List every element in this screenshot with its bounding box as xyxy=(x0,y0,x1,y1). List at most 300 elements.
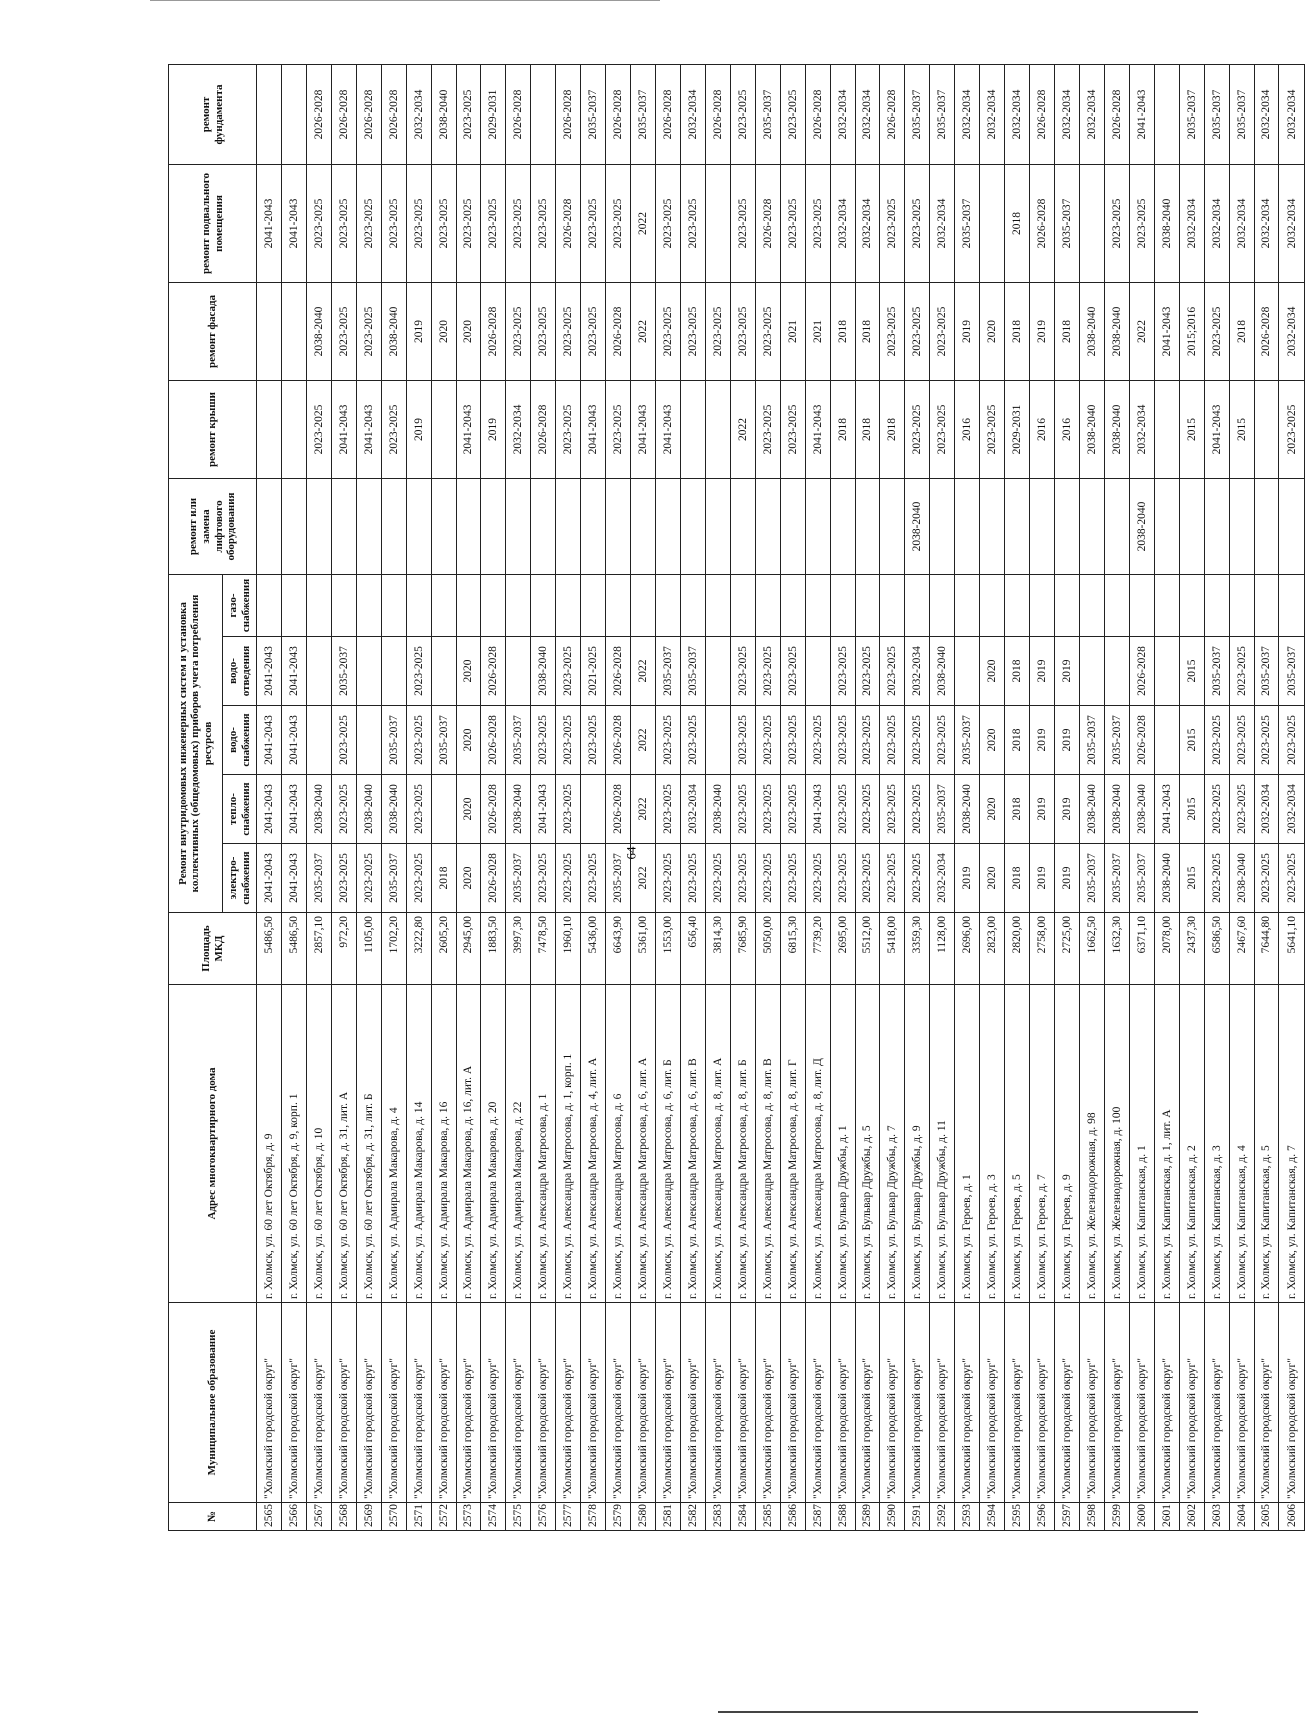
cell-water-supply: 2022 xyxy=(631,706,656,775)
cell-area: 6643,90 xyxy=(606,913,631,985)
cell-foundation: 2035-2037 xyxy=(631,64,656,164)
table-row xyxy=(930,64,955,1530)
cell-electro: 2023-2025 xyxy=(780,844,805,913)
cell-facade: 2023-2025 xyxy=(1204,282,1229,380)
cell-foundation: 2032-2034 xyxy=(955,64,980,164)
cell-address: г. Холмск, ул. Капитанская, д. 1 xyxy=(1129,985,1154,1303)
cell-heat: 2038-2040 xyxy=(1104,775,1129,844)
cell-facade: 2020 xyxy=(980,282,1005,380)
cell-water-drain xyxy=(955,637,980,706)
cell-basement: 2032-2034 xyxy=(1229,164,1254,282)
cell-address: г. Холмск, ул. Александра Матросова, д. 1, корп. 1 xyxy=(556,985,581,1303)
cell-number: 2574 xyxy=(481,1503,506,1531)
cell-gas xyxy=(406,574,431,636)
table-row xyxy=(381,64,406,1530)
cell-elevator xyxy=(1005,478,1030,574)
cell-heat: 2023-2025 xyxy=(556,775,581,844)
cell-water-supply: 2035-2037 xyxy=(1104,706,1129,775)
cell-water-supply: 2015 xyxy=(1179,706,1204,775)
cell-municipality: "Холмский городской округ" xyxy=(955,1303,980,1503)
cell-municipality: "Холмский городской округ" xyxy=(780,1303,805,1503)
cell-address: г. Холмск, ул. Капитанская, д. 4 xyxy=(1229,985,1254,1303)
cell-basement: 2038-2040 xyxy=(1154,164,1179,282)
cell-foundation: 2032-2034 xyxy=(680,64,705,164)
cell-gas xyxy=(556,574,581,636)
cell-elevator xyxy=(1204,478,1229,574)
cell-electro: 2023-2025 xyxy=(406,844,431,913)
cell-roof: 2041-2043 xyxy=(456,380,481,478)
cell-electro: 2018 xyxy=(1005,844,1030,913)
cell-elevator xyxy=(705,478,730,574)
cell-heat: 2038-2040 xyxy=(955,775,980,844)
cell-elevator xyxy=(730,478,755,574)
cell-foundation: 2032-2034 xyxy=(980,64,1005,164)
cell-elevator xyxy=(331,478,356,574)
cell-water-drain: 2020 xyxy=(980,637,1005,706)
cell-facade: 2023-2025 xyxy=(581,282,606,380)
cell-basement: 2023-2025 xyxy=(780,164,805,282)
cell-number: 2569 xyxy=(356,1503,381,1531)
cell-municipality: "Холмский городской округ" xyxy=(1104,1303,1129,1503)
header-roof: ремонт крыши xyxy=(169,380,257,478)
cell-address: г. Холмск, ул. Бульвар Дружбы, д. 11 xyxy=(930,985,955,1303)
cell-elevator xyxy=(306,478,331,574)
cell-water-drain: 2023-2025 xyxy=(855,637,880,706)
table-row xyxy=(955,64,980,1530)
cell-gas xyxy=(356,574,381,636)
cell-address: г. Холмск, ул. Героев, д. 7 xyxy=(1030,985,1055,1303)
cell-area: 2758,00 xyxy=(1030,913,1055,985)
cell-water-supply: 2035-2037 xyxy=(1079,706,1104,775)
cell-basement: 2032-2034 xyxy=(930,164,955,282)
cell-facade: 2019 xyxy=(1030,282,1055,380)
table-row xyxy=(980,64,1005,1530)
cell-basement: 2023-2025 xyxy=(431,164,456,282)
cell-basement: 2023-2025 xyxy=(805,164,830,282)
scan-top-edge xyxy=(150,0,660,1)
cell-number: 2576 xyxy=(531,1503,556,1531)
cell-area: 3359,30 xyxy=(905,913,930,985)
table-row xyxy=(1229,64,1254,1530)
cell-facade: 2015;2016 xyxy=(1179,282,1204,380)
cell-roof: 2032-2034 xyxy=(506,380,531,478)
cell-facade: 2018 xyxy=(830,282,855,380)
cell-elevator xyxy=(1154,478,1179,574)
cell-number: 2585 xyxy=(755,1503,780,1531)
cell-gas xyxy=(830,574,855,636)
cell-gas xyxy=(1129,574,1154,636)
cell-heat: 2032-2034 xyxy=(680,775,705,844)
cell-facade: 2026-2028 xyxy=(606,282,631,380)
cell-address: г. Холмск, ул. Александра Матросова, д. 6 xyxy=(606,985,631,1303)
cell-heat: 2038-2040 xyxy=(1079,775,1104,844)
cell-heat: 2026-2028 xyxy=(606,775,631,844)
cell-water-supply: 2023-2025 xyxy=(805,706,830,775)
cell-elevator xyxy=(755,478,780,574)
cell-facade: 2020 xyxy=(431,282,456,380)
cell-elevator xyxy=(456,478,481,574)
cell-heat: 2026-2028 xyxy=(481,775,506,844)
cell-area: 6586,50 xyxy=(1204,913,1229,985)
cell-basement xyxy=(980,164,1005,282)
cell-water-supply: 2019 xyxy=(1055,706,1080,775)
cell-elevator xyxy=(1104,478,1129,574)
cell-number: 2591 xyxy=(905,1503,930,1531)
cell-number: 2596 xyxy=(1030,1503,1055,1531)
cell-roof: 2041-2043 xyxy=(631,380,656,478)
cell-electro: 2019 xyxy=(1030,844,1055,913)
cell-heat: 2023-2025 xyxy=(656,775,681,844)
header-municipality: Муниципальное образование xyxy=(169,1303,257,1503)
cell-heat: 2041-2043 xyxy=(1154,775,1179,844)
cell-municipality: "Холмский городской округ" xyxy=(556,1303,581,1503)
cell-gas xyxy=(705,574,730,636)
cell-basement: 2032-2034 xyxy=(1279,164,1305,282)
cell-water-supply xyxy=(1154,706,1179,775)
cell-area: 1883,50 xyxy=(481,913,506,985)
cell-number: 2586 xyxy=(780,1503,805,1531)
cell-gas xyxy=(581,574,606,636)
cell-foundation: 2026-2028 xyxy=(306,64,331,164)
cell-water-drain: 2035-2037 xyxy=(1279,637,1305,706)
cell-number: 2593 xyxy=(955,1503,980,1531)
cell-water-drain xyxy=(805,637,830,706)
cell-water-drain: 2015 xyxy=(1179,637,1204,706)
cell-water-supply: 2041-2043 xyxy=(257,706,282,775)
table-row xyxy=(680,64,705,1530)
cell-water-supply: 2023-2025 xyxy=(1229,706,1254,775)
cell-area: 1632,30 xyxy=(1104,913,1129,985)
cell-gas xyxy=(381,574,406,636)
table-row xyxy=(1030,64,1055,1530)
cell-water-drain: 2038-2040 xyxy=(930,637,955,706)
cell-roof: 2023-2025 xyxy=(755,380,780,478)
cell-foundation: 2032-2034 xyxy=(1005,64,1030,164)
cell-basement: 2041-2043 xyxy=(257,164,282,282)
cell-roof xyxy=(281,380,306,478)
cell-water-drain: 2019 xyxy=(1030,637,1055,706)
cell-roof: 2018 xyxy=(830,380,855,478)
cell-elevator xyxy=(656,478,681,574)
cell-basement: 2035-2037 xyxy=(1055,164,1080,282)
cell-roof xyxy=(1254,380,1279,478)
cell-water-supply: 2023-2025 xyxy=(830,706,855,775)
cell-water-supply: 2023-2025 xyxy=(855,706,880,775)
cell-basement: 2023-2025 xyxy=(306,164,331,282)
cell-gas xyxy=(531,574,556,636)
cell-municipality: "Холмский городской округ" xyxy=(1229,1303,1254,1503)
cell-address: г. Холмск, ул. Александра Матросова, д. 4, лит. А xyxy=(581,985,606,1303)
cell-roof: 2041-2043 xyxy=(805,380,830,478)
cell-elevator xyxy=(1179,478,1204,574)
cell-address: г. Холмск, ул. Капитанская, д. 1, лит. А xyxy=(1154,985,1179,1303)
cell-number: 2571 xyxy=(406,1503,431,1531)
cell-roof: 2022 xyxy=(730,380,755,478)
cell-address: г. Холмск, ул. Александра Матросова, д. 8, лит. Д xyxy=(805,985,830,1303)
cell-number: 2604 xyxy=(1229,1503,1254,1531)
cell-facade: 2021 xyxy=(805,282,830,380)
cell-municipality: "Холмский городской округ" xyxy=(755,1303,780,1503)
cell-municipality: "Холмский городской округ" xyxy=(406,1303,431,1503)
cell-roof xyxy=(680,380,705,478)
cell-electro: 2023-2025 xyxy=(656,844,681,913)
table-row xyxy=(631,64,656,1530)
cell-area: 5486,50 xyxy=(257,913,282,985)
cell-water-supply: 2023-2025 xyxy=(406,706,431,775)
cell-address: г. Холмск, ул. Капитанская, д. 7 xyxy=(1279,985,1305,1303)
cell-water-supply: 2041-2043 xyxy=(281,706,306,775)
cell-elevator xyxy=(1030,478,1055,574)
cell-water-supply: 2023-2025 xyxy=(880,706,905,775)
cell-number: 2588 xyxy=(830,1503,855,1531)
cell-area: 5436,00 xyxy=(581,913,606,985)
cell-gas xyxy=(980,574,1005,636)
cell-foundation: 2026-2028 xyxy=(331,64,356,164)
cell-roof: 2019 xyxy=(481,380,506,478)
cell-heat: 2020 xyxy=(980,775,1005,844)
cell-roof xyxy=(257,380,282,478)
table-row xyxy=(1129,64,1154,1530)
cell-facade: 2018 xyxy=(1229,282,1254,380)
cell-roof xyxy=(431,380,456,478)
cell-water-supply: 2018 xyxy=(1005,706,1030,775)
cell-area: 3222,80 xyxy=(406,913,431,985)
cell-gas xyxy=(730,574,755,636)
cell-area: 1702,20 xyxy=(381,913,406,985)
cell-foundation: 2032-2034 xyxy=(1079,64,1104,164)
table-row xyxy=(705,64,730,1530)
cell-water-drain: 2026-2028 xyxy=(481,637,506,706)
cell-address: г. Холмск, ул. Героев, д. 9 xyxy=(1055,985,1080,1303)
cell-address: г. Холмск, ул. Александра Матросова, д. 8, лит. Б xyxy=(730,985,755,1303)
cell-basement: 2023-2025 xyxy=(406,164,431,282)
cell-roof: 2016 xyxy=(955,380,980,478)
table-row xyxy=(1204,64,1229,1530)
cell-roof: 2015 xyxy=(1179,380,1204,478)
cell-elevator xyxy=(431,478,456,574)
cell-gas xyxy=(1030,574,1055,636)
cell-foundation: 2026-2028 xyxy=(606,64,631,164)
cell-heat xyxy=(431,775,456,844)
cell-number: 2572 xyxy=(431,1503,456,1531)
cell-elevator xyxy=(581,478,606,574)
cell-gas xyxy=(257,574,282,636)
cell-electro: 2023-2025 xyxy=(1254,844,1279,913)
cell-electro: 2023-2025 xyxy=(1279,844,1305,913)
cell-area: 2437,30 xyxy=(1179,913,1204,985)
cell-area: 5486,50 xyxy=(281,913,306,985)
cell-address: г. Холмск, ул. Железнодорожная, д. 100 xyxy=(1104,985,1129,1303)
cell-gas xyxy=(1005,574,1030,636)
cell-address: г. Холмск, ул. Александра Матросова, д. 6, лит. А xyxy=(631,985,656,1303)
cell-water-drain: 2023-2025 xyxy=(556,637,581,706)
cell-water-supply: 2023-2025 xyxy=(531,706,556,775)
cell-area: 5050,00 xyxy=(755,913,780,985)
cell-municipality: "Холмский городской округ" xyxy=(506,1303,531,1503)
table-row xyxy=(606,64,631,1530)
cell-facade: 2023-2025 xyxy=(755,282,780,380)
cell-facade: 2023-2025 xyxy=(531,282,556,380)
cell-roof: 2023-2025 xyxy=(556,380,581,478)
cell-water-supply: 2035-2037 xyxy=(506,706,531,775)
header-gas: газо-снабжения xyxy=(223,574,257,636)
cell-elevator xyxy=(506,478,531,574)
cell-water-supply: 2023-2025 xyxy=(730,706,755,775)
cell-electro: 2035-2037 xyxy=(606,844,631,913)
cell-water-drain: 2022 xyxy=(631,637,656,706)
cell-water-supply: 2026-2028 xyxy=(1129,706,1154,775)
cell-gas xyxy=(481,574,506,636)
cell-address: г. Холмск, ул. Адмирала Макарова, д. 4 xyxy=(381,985,406,1303)
cell-municipality: "Холмский городской округ" xyxy=(680,1303,705,1503)
cell-facade: 2023-2025 xyxy=(705,282,730,380)
cell-water-supply xyxy=(306,706,331,775)
cell-basement: 2023-2025 xyxy=(880,164,905,282)
cell-elevator xyxy=(805,478,830,574)
cell-water-drain xyxy=(1079,637,1104,706)
cell-number: 2567 xyxy=(306,1503,331,1531)
cell-water-drain xyxy=(431,637,456,706)
cell-municipality: "Холмский городской округ" xyxy=(631,1303,656,1503)
cell-heat: 2038-2040 xyxy=(381,775,406,844)
cell-facade: 2023-2025 xyxy=(556,282,581,380)
cell-elevator xyxy=(531,478,556,574)
header-electro: электро-снабжения xyxy=(223,844,257,913)
cell-heat: 2019 xyxy=(1030,775,1055,844)
table-row xyxy=(880,64,905,1530)
cell-municipality: "Холмский городской округ" xyxy=(656,1303,681,1503)
scan-bottom-edge xyxy=(718,1711,1198,1713)
table-row xyxy=(581,64,606,1530)
cell-address: г. Холмск, ул. 60 лет Октября, д. 31, лит. А xyxy=(331,985,356,1303)
cell-foundation xyxy=(257,64,282,164)
cell-area: 7739,20 xyxy=(805,913,830,985)
cell-municipality: "Холмский городской округ" xyxy=(356,1303,381,1503)
cell-roof: 2023-2025 xyxy=(905,380,930,478)
cell-elevator xyxy=(955,478,980,574)
cell-foundation: 2026-2028 xyxy=(805,64,830,164)
cell-heat: 2020 xyxy=(456,775,481,844)
cell-water-drain: 2023-2025 xyxy=(1229,637,1254,706)
cell-municipality: "Холмский городской округ" xyxy=(1179,1303,1204,1503)
cell-roof: 2026-2028 xyxy=(531,380,556,478)
cell-roof: 2023-2025 xyxy=(980,380,1005,478)
cell-municipality: "Холмский городской округ" xyxy=(431,1303,456,1503)
cell-facade: 2023-2025 xyxy=(506,282,531,380)
cell-basement: 2018 xyxy=(1005,164,1030,282)
table-row xyxy=(281,64,306,1530)
cell-number: 2594 xyxy=(980,1503,1005,1531)
cell-number: 2565 xyxy=(257,1503,282,1531)
cell-basement: 2032-2034 xyxy=(830,164,855,282)
cell-elevator xyxy=(1254,478,1279,574)
cell-foundation xyxy=(1154,64,1179,164)
table-row xyxy=(1055,64,1080,1530)
cell-municipality: "Холмский городской округ" xyxy=(1154,1303,1179,1503)
cell-gas xyxy=(680,574,705,636)
cell-electro: 2022 xyxy=(631,844,656,913)
cell-heat: 2022 xyxy=(631,775,656,844)
cell-municipality: "Холмский городской округ" xyxy=(281,1303,306,1503)
cell-basement: 2023-2025 xyxy=(456,164,481,282)
header-water-supply: водо-снабжения xyxy=(223,706,257,775)
cell-heat: 2038-2040 xyxy=(1129,775,1154,844)
cell-number: 2601 xyxy=(1154,1503,1179,1531)
cell-water-supply: 2035-2037 xyxy=(955,706,980,775)
table-row xyxy=(905,64,930,1530)
cell-electro: 2041-2043 xyxy=(281,844,306,913)
cell-municipality: "Холмский городской округ" xyxy=(830,1303,855,1503)
cell-basement: 2026-2028 xyxy=(1030,164,1055,282)
cell-electro: 2035-2037 xyxy=(1079,844,1104,913)
cell-gas xyxy=(855,574,880,636)
cell-water-drain: 2038-2040 xyxy=(531,637,556,706)
cell-heat: 2041-2043 xyxy=(531,775,556,844)
cell-elevator xyxy=(855,478,880,574)
cell-electro: 2020 xyxy=(980,844,1005,913)
cell-heat: 2023-2025 xyxy=(730,775,755,844)
cell-water-supply: 2023-2025 xyxy=(930,706,955,775)
cell-number: 2590 xyxy=(880,1503,905,1531)
cell-gas xyxy=(930,574,955,636)
cell-foundation: 2035-2037 xyxy=(1204,64,1229,164)
table-row xyxy=(830,64,855,1530)
cell-heat: 2023-2025 xyxy=(830,775,855,844)
cell-electro: 2035-2037 xyxy=(1104,844,1129,913)
cell-electro: 2038-2040 xyxy=(1154,844,1179,913)
cell-address: г. Холмск, ул. Капитанская, д. 3 xyxy=(1204,985,1229,1303)
cell-area: 7685,90 xyxy=(730,913,755,985)
cell-water-drain xyxy=(356,637,381,706)
cell-heat: 2038-2040 xyxy=(306,775,331,844)
cell-water-supply: 2023-2025 xyxy=(556,706,581,775)
cell-basement: 2032-2034 xyxy=(1204,164,1229,282)
cell-municipality: "Холмский городской округ" xyxy=(980,1303,1005,1503)
cell-gas xyxy=(331,574,356,636)
cell-address: г. Холмск, ул. Александра Матросова, д. 8, лит. А xyxy=(705,985,730,1303)
cell-roof: 2041-2043 xyxy=(331,380,356,478)
cell-area: 1960,10 xyxy=(556,913,581,985)
cell-facade: 2021 xyxy=(780,282,805,380)
cell-water-drain xyxy=(1104,637,1129,706)
cell-roof: 2016 xyxy=(1055,380,1080,478)
cell-roof: 2023-2025 xyxy=(606,380,631,478)
cell-elevator xyxy=(1079,478,1104,574)
cell-electro: 2023-2025 xyxy=(905,844,930,913)
table-row xyxy=(306,64,331,1530)
cell-gas xyxy=(1104,574,1129,636)
cell-basement: 2023-2025 xyxy=(331,164,356,282)
cell-municipality: "Холмский городской округ" xyxy=(331,1303,356,1503)
cell-electro: 2023-2025 xyxy=(880,844,905,913)
cell-area: 5512,00 xyxy=(855,913,880,985)
cell-roof: 2023-2025 xyxy=(306,380,331,478)
repair-schedule-table xyxy=(168,64,1305,1531)
header-water-drain: водо-отведения xyxy=(223,637,257,706)
cell-number: 2587 xyxy=(805,1503,830,1531)
cell-roof: 2015 xyxy=(1229,380,1254,478)
cell-foundation: 2035-2037 xyxy=(1179,64,1204,164)
cell-water-drain: 2023-2025 xyxy=(755,637,780,706)
cell-number: 2599 xyxy=(1104,1503,1129,1531)
cell-water-drain: 2021-2025 xyxy=(581,637,606,706)
cell-area: 2857,10 xyxy=(306,913,331,985)
cell-elevator xyxy=(780,478,805,574)
cell-gas xyxy=(755,574,780,636)
cell-heat: 2038-2040 xyxy=(356,775,381,844)
cell-municipality: "Холмский городской округ" xyxy=(481,1303,506,1503)
table-row xyxy=(1005,64,1030,1530)
